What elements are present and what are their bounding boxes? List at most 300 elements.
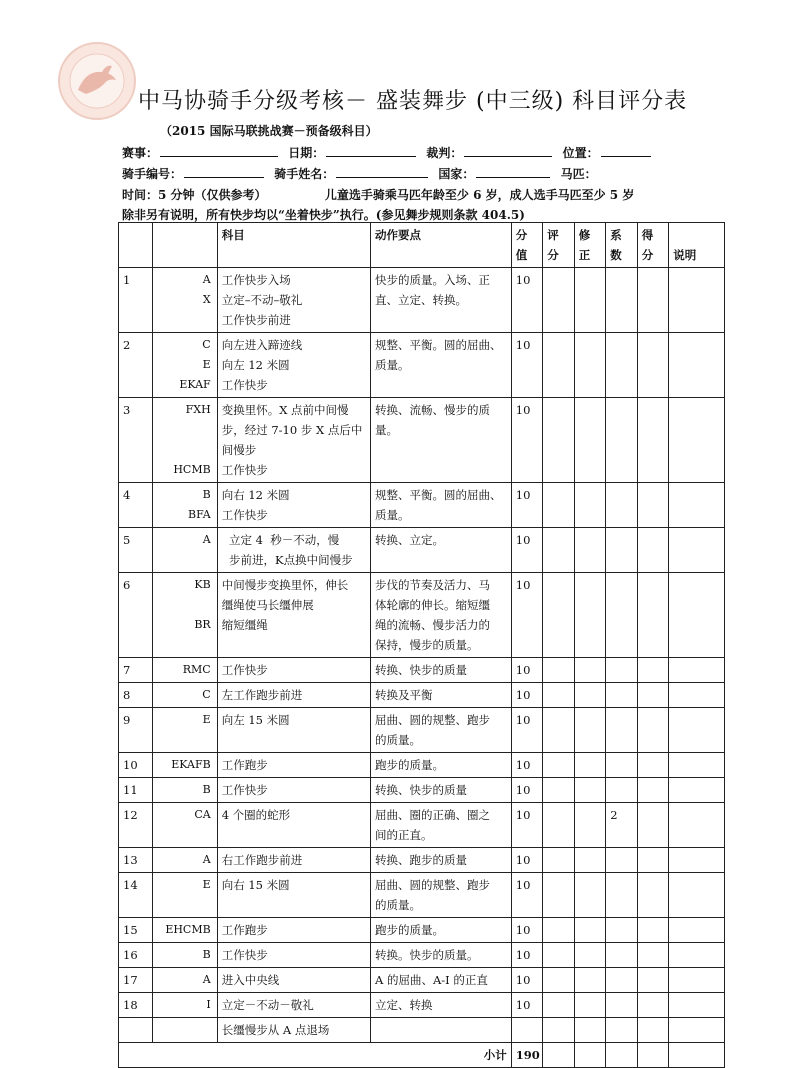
max-points: 10: [511, 268, 543, 333]
score-row: [119, 398, 725, 483]
movement-line: 向右 12 米圆: [221, 488, 290, 502]
score-cell[interactable]: [543, 753, 575, 778]
result-cell[interactable]: [637, 268, 669, 333]
directive-line: 转换。快步的质量。: [375, 948, 479, 962]
movement-line: 工作快步前进: [221, 313, 291, 327]
max-points: 10: [511, 528, 543, 573]
directive-line: 转换、快步的质量: [375, 663, 468, 677]
score-cell[interactable]: [543, 573, 575, 658]
header-points: 动作要点: [371, 223, 512, 268]
movement-number: 5: [119, 528, 153, 573]
arena-letters: [152, 778, 217, 803]
arena-letter: [157, 595, 211, 615]
note-text: 除非另有说明，所有快步均以“坐着快步”执行。(参见舞步规则条款 404.5): [122, 208, 525, 222]
directive-ideas: [371, 873, 512, 918]
score-row: [119, 528, 725, 573]
max-points: 10: [511, 683, 543, 708]
movement-line: 中间慢步变换里怀，伸长: [221, 578, 349, 592]
movement-line: 向左 12 米圆: [221, 358, 290, 372]
result-cell[interactable]: [637, 943, 669, 968]
coefficient-cell: [606, 873, 638, 918]
directive-line: 转换、跑步的质量: [375, 853, 468, 867]
arena-letter: B: [202, 488, 211, 501]
score-cell[interactable]: [543, 968, 575, 993]
arena-letter: RMC: [182, 663, 211, 676]
remarks-cell[interactable]: [669, 708, 725, 753]
coefficient-cell: [606, 968, 638, 993]
arena-letters: [152, 848, 217, 873]
coefficient-cell: [606, 333, 638, 398]
directive-line: 保持，慢步的质量。: [375, 638, 479, 652]
arena-letter: EKAFB: [171, 758, 211, 771]
directive-line: 间的正直。: [375, 828, 433, 842]
directive-ideas: [371, 943, 512, 968]
remarks-cell[interactable]: [669, 398, 725, 483]
score-cell[interactable]: [543, 268, 575, 333]
directive-line: 规整、平衡。圆的屈曲、: [375, 338, 502, 352]
movement-description: [217, 268, 370, 333]
score-row: [119, 943, 725, 968]
directive-line: 质量。: [375, 508, 410, 522]
page-subtitle: （2015 国际马联挑战赛－预备级科目）: [160, 124, 378, 138]
subtotal-result-cell[interactable]: [637, 1043, 669, 1068]
movement-number: 3: [119, 398, 153, 483]
result-cell[interactable]: [637, 708, 669, 753]
coefficient-cell: [606, 398, 638, 483]
max-points: 10: [511, 708, 543, 753]
movement-description: [217, 333, 370, 398]
judge-field[interactable]: [464, 144, 552, 157]
arena-letter: X: [202, 293, 211, 306]
remarks-cell[interactable]: [669, 683, 725, 708]
score-cell[interactable]: [543, 848, 575, 873]
position-field[interactable]: [601, 144, 651, 157]
movement-description: [217, 993, 370, 1018]
directive-line: 规整、平衡。圆的屈曲、: [375, 488, 502, 502]
result-cell[interactable]: [637, 873, 669, 918]
score-cell[interactable]: [543, 873, 575, 918]
coefficient-cell: [606, 778, 638, 803]
header-row: [119, 223, 725, 268]
score-row: [119, 873, 725, 918]
subtotal-score-cell[interactable]: [543, 1043, 575, 1068]
movement-number: 1: [119, 268, 153, 333]
movement-description: [217, 943, 370, 968]
coefficient-cell: [606, 943, 638, 968]
max-points: 10: [511, 333, 543, 398]
coefficient-cell: [606, 683, 638, 708]
directive-line: 转换、立定。: [375, 533, 445, 547]
coefficient-cell: [606, 848, 638, 873]
arena-letter: A: [202, 533, 211, 546]
movement-number: 9: [119, 708, 153, 753]
arena-letters: [152, 753, 217, 778]
header-no: [119, 223, 153, 268]
movement-line: 立定–不动–敬礼: [221, 293, 303, 307]
remarks-cell[interactable]: [669, 753, 725, 778]
arena-letter: [157, 635, 211, 655]
rider-no-label: 骑手编号：: [122, 167, 183, 181]
movement-description: [217, 778, 370, 803]
score-cell[interactable]: [543, 778, 575, 803]
header-correction: 修正: [574, 223, 606, 268]
result-cell[interactable]: [637, 968, 669, 993]
subtotal-label: 小计: [119, 1043, 512, 1068]
correction-cell[interactable]: [574, 268, 606, 333]
movement-line: 工作快步: [221, 663, 268, 677]
directive-line: 屈曲、圈的正确、圈之: [375, 808, 491, 822]
result-cell[interactable]: [637, 848, 669, 873]
movement-number: 18: [119, 993, 153, 1018]
max-points: 10: [511, 778, 543, 803]
arena-letters: [152, 658, 217, 683]
date-field[interactable]: [326, 144, 416, 157]
movement-description: [217, 573, 370, 658]
country-label: 国家：: [438, 167, 475, 181]
association-logo: [56, 40, 138, 122]
arena-letter: [157, 825, 211, 845]
exit-row: [119, 1018, 725, 1043]
result-cell[interactable]: [637, 573, 669, 658]
movement-line: 缩短缰绳: [221, 618, 268, 632]
score-cell[interactable]: [543, 708, 575, 753]
movement-number: 15: [119, 918, 153, 943]
score-cell[interactable]: [543, 658, 575, 683]
arena-letters: [152, 918, 217, 943]
directive-ideas: [371, 483, 512, 528]
max-points: 10: [511, 573, 543, 658]
movement-description: [217, 753, 370, 778]
date-label: 日期：: [288, 146, 325, 160]
correction-cell[interactable]: [574, 483, 606, 528]
directive-ideas: [371, 268, 512, 333]
horse-label: 马匹：: [560, 167, 597, 181]
score-cell[interactable]: [543, 528, 575, 573]
max-points: 10: [511, 918, 543, 943]
movement-line: [222, 825, 366, 845]
movement-line: 变换里怀。X 点前中间慢: [221, 403, 349, 417]
arena-letter: FXH: [185, 403, 211, 416]
max-points: 10: [511, 483, 543, 528]
movement-line: 工作跑步: [221, 758, 268, 772]
directive-line: 转换及平衡: [375, 688, 433, 702]
movement-line: 向左进入蹄迹线: [221, 338, 303, 352]
coefficient-cell: [606, 708, 638, 753]
movement-line: 缰绳使马长缰伸展: [221, 598, 314, 612]
correction-cell[interactable]: [574, 993, 606, 1018]
directive-line: 直、立定、转换。: [375, 293, 468, 307]
event-label: 赛事：: [122, 146, 159, 160]
arena-letters: [152, 803, 217, 848]
arena-letters: [152, 683, 217, 708]
arena-letter: BR: [194, 618, 211, 631]
info-line-1: [122, 144, 657, 161]
correction-cell[interactable]: [574, 918, 606, 943]
max-points: 10: [511, 848, 543, 873]
max-points: 10: [511, 968, 543, 993]
movement-description: [217, 803, 370, 848]
correction-cell[interactable]: [574, 658, 606, 683]
country-field[interactable]: [476, 165, 550, 178]
remarks-cell[interactable]: [669, 943, 725, 968]
arena-letter: HCMB: [173, 463, 211, 476]
score-row: [119, 268, 725, 333]
coefficient-cell: [606, 483, 638, 528]
remarks-cell[interactable]: [669, 803, 725, 848]
arena-letter: I: [206, 998, 211, 1011]
directive-ideas: [371, 528, 512, 573]
movement-line: 工作快步入场: [221, 273, 291, 287]
result-cell[interactable]: [637, 918, 669, 943]
rider-name-label: 骑手姓名：: [274, 167, 335, 181]
header-pos: [152, 223, 217, 268]
coefficient-cell: [606, 658, 638, 683]
arena-letter: [157, 420, 211, 440]
movement-number: 2: [119, 333, 153, 398]
movement-line: 步前进，K点换中间慢步: [221, 553, 353, 567]
header-coef: 系数: [606, 223, 638, 268]
directive-line: 快步的质量。入场、正: [375, 273, 491, 287]
correction-cell[interactable]: [574, 943, 606, 968]
subtotal-remarks-cell[interactable]: [669, 1043, 725, 1068]
directive-line: 量。: [375, 423, 399, 437]
movement-description: [217, 873, 370, 918]
time-text: 时间：5 分钟（仅供参考）: [122, 188, 267, 202]
correction-cell[interactable]: [574, 778, 606, 803]
score-cell[interactable]: [543, 993, 575, 1018]
coefficient-cell: [606, 993, 638, 1018]
arena-letter: C: [202, 338, 211, 351]
directive-ideas: [371, 918, 512, 943]
max-points: 10: [511, 943, 543, 968]
remarks-cell[interactable]: [669, 873, 725, 918]
movement-line: 工作快步: [221, 463, 268, 477]
result-cell[interactable]: [637, 993, 669, 1018]
score-row: [119, 848, 725, 873]
subtotal-correction-cell[interactable]: [574, 1043, 606, 1068]
remarks-cell[interactable]: [669, 268, 725, 333]
rider-name-field[interactable]: [336, 165, 428, 178]
result-cell[interactable]: [637, 753, 669, 778]
directive-line: 转换、快步的质量: [375, 783, 468, 797]
arena-letters: [152, 708, 217, 753]
score-row: [119, 483, 725, 528]
score-row: [119, 968, 725, 993]
movement-description: [217, 658, 370, 683]
score-row: [119, 333, 725, 398]
subtotal-coef-cell: [606, 1043, 638, 1068]
movement-line: 进入中央线: [221, 973, 280, 987]
remarks-cell[interactable]: [669, 483, 725, 528]
result-cell[interactable]: [637, 483, 669, 528]
arena-letter: A: [202, 273, 211, 286]
score-cell[interactable]: [543, 803, 575, 848]
movement-line: [222, 635, 366, 655]
directive-line: 屈曲、圆的规整、跑步: [375, 713, 491, 727]
movement-number: 8: [119, 683, 153, 708]
arena-letter: B: [202, 783, 211, 796]
arena-letters: [152, 333, 217, 398]
arena-letter: [157, 310, 211, 330]
directive-ideas: [371, 398, 512, 483]
directive-ideas: [371, 778, 512, 803]
score-cell[interactable]: [543, 943, 575, 968]
score-cell[interactable]: [543, 918, 575, 943]
correction-cell[interactable]: [574, 873, 606, 918]
arena-letter: E: [202, 878, 211, 891]
remarks-cell[interactable]: [669, 848, 725, 873]
score-row: [119, 658, 725, 683]
directive-ideas: [371, 708, 512, 753]
result-cell[interactable]: [637, 778, 669, 803]
directive-line: 体轮廓的伸长。缩短缰: [375, 598, 491, 612]
directive-ideas: [371, 573, 512, 658]
movement-line: 4 个圈的蛇形: [221, 808, 291, 822]
info-line-2: [122, 165, 597, 182]
max-points: 10: [511, 873, 543, 918]
directive-line: 屈曲、圆的规整、跑步: [375, 878, 491, 892]
remarks-cell[interactable]: [669, 573, 725, 658]
movement-line: 工作跑步: [221, 923, 268, 937]
directive-ideas: [371, 968, 512, 993]
correction-cell[interactable]: [574, 333, 606, 398]
remarks-cell[interactable]: [669, 528, 725, 573]
judge-label: 裁判：: [426, 146, 463, 160]
score-cell[interactable]: [543, 398, 575, 483]
movement-description: [217, 528, 370, 573]
movement-number: 14: [119, 873, 153, 918]
page-title: 中马协骑手分级考核－ 盛装舞步 (中三级) 科目评分表: [138, 89, 688, 114]
movement-number: 10: [119, 753, 153, 778]
correction-cell[interactable]: [574, 708, 606, 753]
arena-letter: [157, 730, 211, 750]
correction-cell[interactable]: [574, 753, 606, 778]
header-subject: 科目: [217, 223, 370, 268]
movement-number: 11: [119, 778, 153, 803]
correction-cell[interactable]: [574, 683, 606, 708]
rider-no-field[interactable]: [184, 165, 264, 178]
max-points: 10: [511, 803, 543, 848]
arena-letters: [152, 398, 217, 483]
remarks-cell[interactable]: [669, 333, 725, 398]
movement-number: 17: [119, 968, 153, 993]
arena-letters: [152, 268, 217, 333]
exit-move: 长缰慢步从 A 点退场: [217, 1018, 370, 1043]
score-row: [119, 918, 725, 943]
result-cell[interactable]: [637, 803, 669, 848]
arena-letters: [152, 873, 217, 918]
movement-line: [222, 895, 366, 915]
directive-ideas: [371, 658, 512, 683]
max-points: 10: [511, 398, 543, 483]
correction-cell[interactable]: [574, 848, 606, 873]
score-row: [119, 753, 725, 778]
directive-ideas: [371, 333, 512, 398]
movement-line: 向右 15 米圆: [221, 878, 290, 892]
result-cell[interactable]: [637, 528, 669, 573]
arena-letters: [152, 573, 217, 658]
max-points: 10: [511, 993, 543, 1018]
position-label: 位置：: [562, 146, 599, 160]
arena-letter: [157, 440, 211, 460]
directive-line: 的质量。: [375, 733, 422, 747]
arena-letter: EKAF: [179, 378, 211, 391]
remarks-cell[interactable]: [669, 993, 725, 1018]
coefficient-cell: 2: [606, 803, 638, 848]
result-cell[interactable]: [637, 333, 669, 398]
arena-letter: [157, 550, 211, 570]
directive-ideas: [371, 993, 512, 1018]
age-text: 儿童选手骑乘马匹年龄至少 6 岁，成人选手马匹至少 5 岁: [324, 188, 635, 202]
score-table: [118, 222, 725, 1068]
result-cell[interactable]: [637, 398, 669, 483]
correction-cell[interactable]: [574, 803, 606, 848]
header-score: 评分: [543, 223, 575, 268]
movement-description: [217, 918, 370, 943]
correction-cell[interactable]: [574, 968, 606, 993]
arena-letter: B: [202, 948, 211, 961]
arena-letter: E: [202, 713, 211, 726]
arena-letters: [152, 993, 217, 1018]
directive-line: 跑步的质量。: [375, 758, 445, 772]
arena-letter: BFA: [187, 508, 211, 521]
score-cell[interactable]: [543, 683, 575, 708]
arena-letters: [152, 528, 217, 573]
movement-description: [217, 683, 370, 708]
result-cell[interactable]: [637, 683, 669, 708]
score-cell[interactable]: [543, 333, 575, 398]
correction-cell[interactable]: [574, 573, 606, 658]
directive-line: 质量。: [375, 358, 410, 372]
remarks-cell[interactable]: [669, 658, 725, 683]
coefficient-cell: [606, 573, 638, 658]
arena-letter: C: [202, 688, 211, 701]
movement-line: 左工作跑步前进: [221, 688, 303, 702]
directive-line: 转换、流畅、慢步的质: [375, 403, 491, 417]
event-field[interactable]: [160, 144, 278, 157]
coefficient-cell: [606, 528, 638, 573]
arena-letter: EHCMB: [165, 923, 211, 936]
movement-line: 立定－不动－敬礼: [221, 998, 314, 1012]
directive-line: 步伐的节奏及活力、马: [375, 578, 491, 592]
movement-description: [217, 483, 370, 528]
movement-line: 工作快步: [221, 508, 268, 522]
movement-description: [217, 968, 370, 993]
movement-description: [217, 708, 370, 753]
result-cell[interactable]: [637, 658, 669, 683]
directive-line: 的质量。: [375, 898, 422, 912]
score-cell[interactable]: [543, 483, 575, 528]
directive-line: 立定、转换: [375, 998, 433, 1012]
correction-cell[interactable]: [574, 398, 606, 483]
remarks-cell[interactable]: [669, 968, 725, 993]
header-remarks: 说明: [669, 223, 725, 268]
header-result: 得分: [637, 223, 669, 268]
arena-letters: [152, 483, 217, 528]
movement-description: [217, 398, 370, 483]
movement-line: 步，经过 7-10 步 X 点后中: [221, 423, 363, 437]
movement-description: [217, 848, 370, 873]
correction-cell[interactable]: [574, 528, 606, 573]
directive-line: A 的屈曲、A-I 的正直: [375, 973, 488, 987]
movement-number: 7: [119, 658, 153, 683]
remarks-cell[interactable]: [669, 918, 725, 943]
remarks-cell[interactable]: [669, 778, 725, 803]
info-line-3: [122, 186, 634, 203]
score-row: [119, 683, 725, 708]
directive-ideas: [371, 848, 512, 873]
arena-letter: KB: [194, 578, 211, 591]
